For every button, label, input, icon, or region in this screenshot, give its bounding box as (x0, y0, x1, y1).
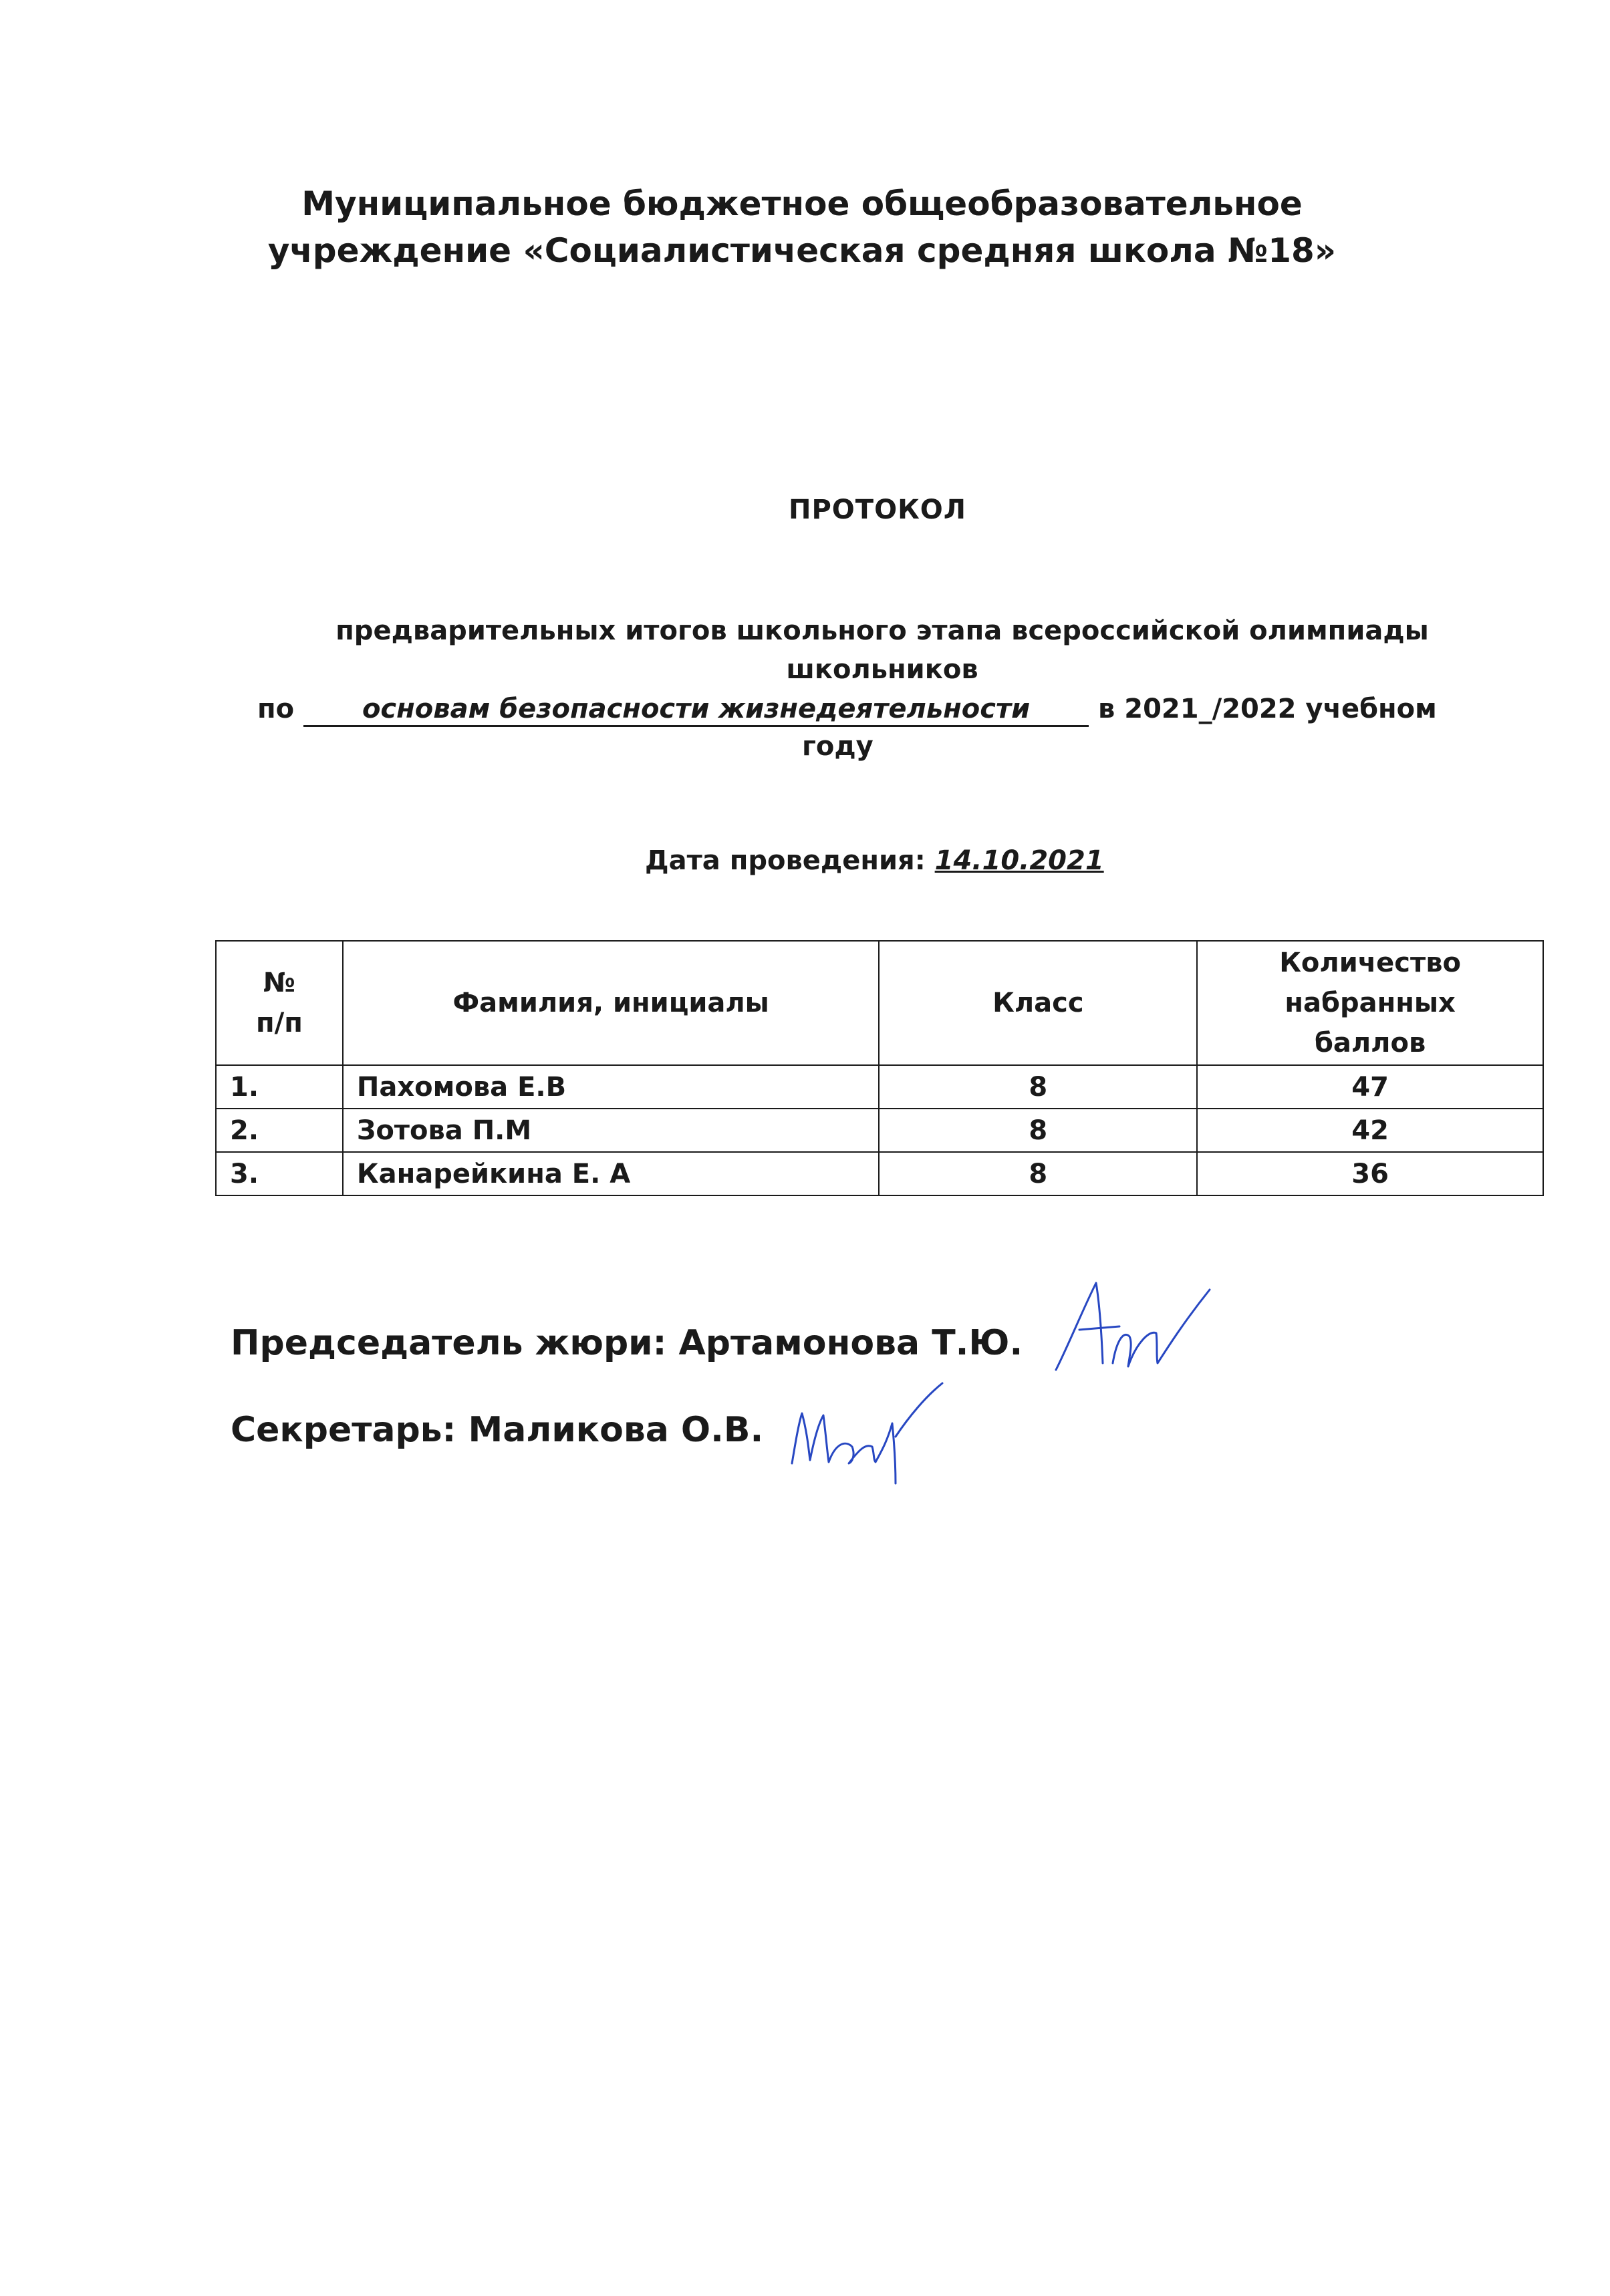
date-value: 14.10.2021 (934, 845, 1104, 876)
secretary-label: Секретарь: (231, 1410, 456, 1450)
protocol-subtitle (254, 611, 1510, 689)
table-row (216, 1152, 1543, 1195)
row-num: 1. (216, 1065, 343, 1109)
secretary-signature (782, 1377, 956, 1490)
row-name: Пахомова Е.В (343, 1065, 880, 1109)
jury-chair-line (231, 1323, 1023, 1363)
header-num (216, 941, 343, 1065)
table-row (216, 1109, 1543, 1152)
results-table (215, 940, 1544, 1196)
row-name: Зотова П.М (343, 1109, 880, 1152)
header-score-line3: баллов (1314, 1028, 1426, 1058)
school-year-end: году (802, 731, 874, 762)
row-score: 42 (1197, 1109, 1543, 1152)
header-score-line1: Количество (1279, 948, 1461, 978)
secretary-line (231, 1410, 763, 1450)
school-name-line1: Муниципальное бюджетное общеобразовательное (301, 184, 1303, 223)
chair-signature (1043, 1263, 1216, 1397)
school-year: в 2021_/2022 учебном (1098, 694, 1437, 724)
header-num-line2: п/п (256, 1008, 303, 1038)
row-num: 3. (216, 1152, 343, 1195)
subject-name: основам безопасности жизнедеятельности (303, 693, 1089, 727)
jury-chair-name: Артамонова Т.Ю. (678, 1323, 1023, 1363)
subtitle-line1: предварительных итогов школьного этапа всероссийской олимпиады (336, 615, 1429, 646)
header-class: Класс (879, 941, 1197, 1065)
protocol-title: ПРОТОКОЛ (789, 494, 967, 525)
table-row (216, 1065, 1543, 1109)
row-score: 47 (1197, 1065, 1543, 1109)
header-num-line1: № (263, 968, 296, 998)
row-num: 2. (216, 1109, 343, 1152)
row-score: 36 (1197, 1152, 1543, 1195)
header-score (1197, 941, 1543, 1065)
header-score-line2: набранных (1285, 988, 1456, 1018)
school-name-line2: учреждение «Социалистическая средняя школа №18» (267, 231, 1337, 270)
header-name: Фамилия, инициалы (343, 941, 880, 1065)
row-class: 8 (879, 1109, 1197, 1152)
school-name (200, 180, 1403, 274)
subtitle-line2: школьников (786, 654, 978, 685)
row-class: 8 (879, 1152, 1197, 1195)
subject-prefix: по (257, 694, 295, 724)
row-class: 8 (879, 1065, 1197, 1109)
jury-chair-label: Председатель жюри: (231, 1323, 667, 1363)
date-label: Дата проведения: (645, 845, 926, 876)
secretary-name: Маликова О.В. (468, 1410, 764, 1450)
table-header-row (216, 941, 1543, 1065)
date-line (645, 845, 1104, 876)
row-name: Канарейкина Е. А (343, 1152, 880, 1195)
subject-line (257, 690, 1514, 728)
